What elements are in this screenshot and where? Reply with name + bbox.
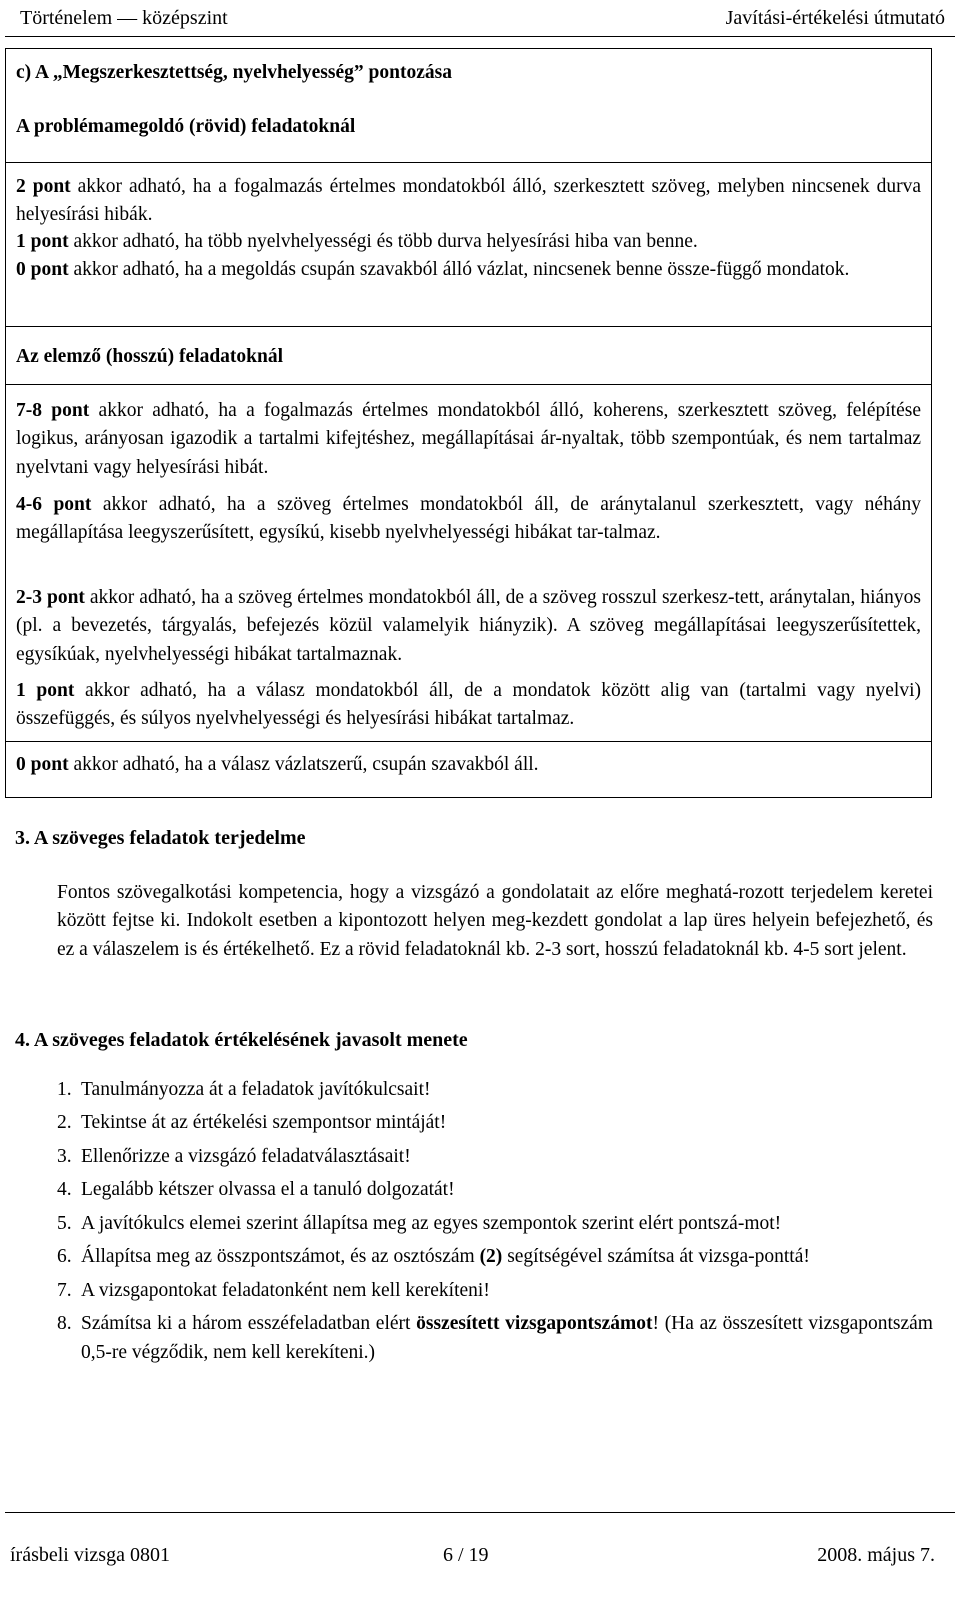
footer-date: 2008. május 7. [817,1544,935,1566]
rule-item: 7-8 pont akkor adható, ha a fogalmazás értelmes mondatokból álló, koherens, szerkesztett szöveg, felépítése logikus, arányosan igazodik a tartalmi kifejtéshez, megállapításai ár-nyaltak, több szempontúak, és nem tartalmaz nyelvtani vagy helyesírási hibát. [16,400,921,478]
section-4-title: 4. A szöveges feladatok értékelésének javasolt menete [15,1029,468,1051]
rule-item: 2 pont akkor adható, ha a fogalmazás értelmes mondatokból álló, szerkesztett szöveg, melyben nincsenek durva helyesírási hibák. [16,176,922,226]
rule-item: 0 pont akkor adható, ha a megoldás csupán szavakból álló vázlat, nincsenek benne össze-függő mondatok. [16,259,850,280]
rule-item: 1 pont akkor adható, ha több nyelvhelyességi és több durva helyesírási hiba van benne. [16,231,698,252]
divider [6,384,931,385]
rule-item: 4-6 pont akkor adható, ha a szöveg értelmes mondatokból áll, de aránytalanul szerkesztett, vagy néhány megállapítása leegyszerűsített, egysíkú, kisebb nyelvhelyességi hibákat tar-talmaz. [16,494,921,544]
short-tasks-subtitle: A problémamegoldó (rövid) feladatoknál [16,116,356,137]
list-item: 5. A javítókulcs elemei szerint állapítsa meg az egyes szempontok szerint elért pontszá-mot! [57,1212,782,1234]
box-title: c) A „Megszerkesztettség, nyelvhelyesség” pontozása [16,62,452,83]
page-footer [5,1512,955,1566]
header-subject: Történelem — középszint [20,7,228,29]
list-item: 3. Ellenőrizze a vizsgázó feladatválasztásait! [57,1145,411,1167]
list-item: 2. Tekintse át az értékelési szempontsor mintáját! [57,1112,447,1134]
list-item: 6. Állapítsa meg az összpontszámot, és az osztószám (2) segítségével számítsa át vizsga-ponttá! [57,1246,810,1268]
rule-item: 0 pont akkor adható, ha a válasz vázlatszerű, csupán szavakból áll. [16,754,539,775]
rule-item: 2-3 pont akkor adható, ha a szöveg értelmes mondatokból áll, de a szöveg rosszul szerkesz-tett, aránytalan, hiányos (pl. a bevezetés, tárgyalás, befejezés közül valamelyik hiányzik). A szöveg megállapításai leegyszerűsítettek, egysíkúak, nyelvhelyességi hibákat tartalmaznak. [16,587,921,665]
rule-item: 1 pont akkor adható, ha a válasz mondatokból áll, de a mondatok között alig van (tartalmi vagy nyelvi) összefüggés, és súlyos nyelvhelyességi és helyesírási hibákat tartalmaz. [16,680,921,730]
steps-list [57,1076,933,1372]
section-3-text: Fontos szövegalkotási kompetencia, hogy a vizsgázó a gondolatait az előre meghatá-rozott terjedelem keretei között fejtse ki. Indokolt esetben a kipontozott helyen meg-kezdett gondolat a lap üres helyein befejezhető, és ez a válaszelem is és értékelhető. Ez a rövid feladatoknál kb. 2-3 sort, hosszú feladatoknál kb. 4-5 sort jelent. [57,882,933,960]
section-3-title: 3. A szöveges feladatok terjedelme [15,827,306,849]
list-item: 4. Legalább kétszer olvassa el a tanuló dolgozatát! [57,1179,455,1201]
long-tasks-box [5,326,932,798]
long-tasks-subtitle: Az elemző (hosszú) feladatoknál [16,346,284,367]
divider [6,162,931,163]
header-doc-type: Javítási-értékelési útmutató [725,7,945,29]
short-tasks-box [5,48,932,326]
list-item: 8. Számítsa ki a három esszéfeladatban elért összesített vizsgapontszámot! (Ha az összesített vizsgapontszám 0,5-re végződik, nem kell kerekíteni.) [57,1313,933,1363]
divider [6,741,931,742]
page-header [5,0,955,37]
list-item: 7. A vizsgapontokat feladatonként nem kell kerekíteni! [57,1279,490,1301]
footer-page-number: 6 / 19 [443,1544,489,1566]
footer-exam-code: írásbeli vizsga 0801 [10,1544,170,1566]
list-item: 1. Tanulmányozza át a feladatok javítókulcsait! [57,1079,431,1100]
